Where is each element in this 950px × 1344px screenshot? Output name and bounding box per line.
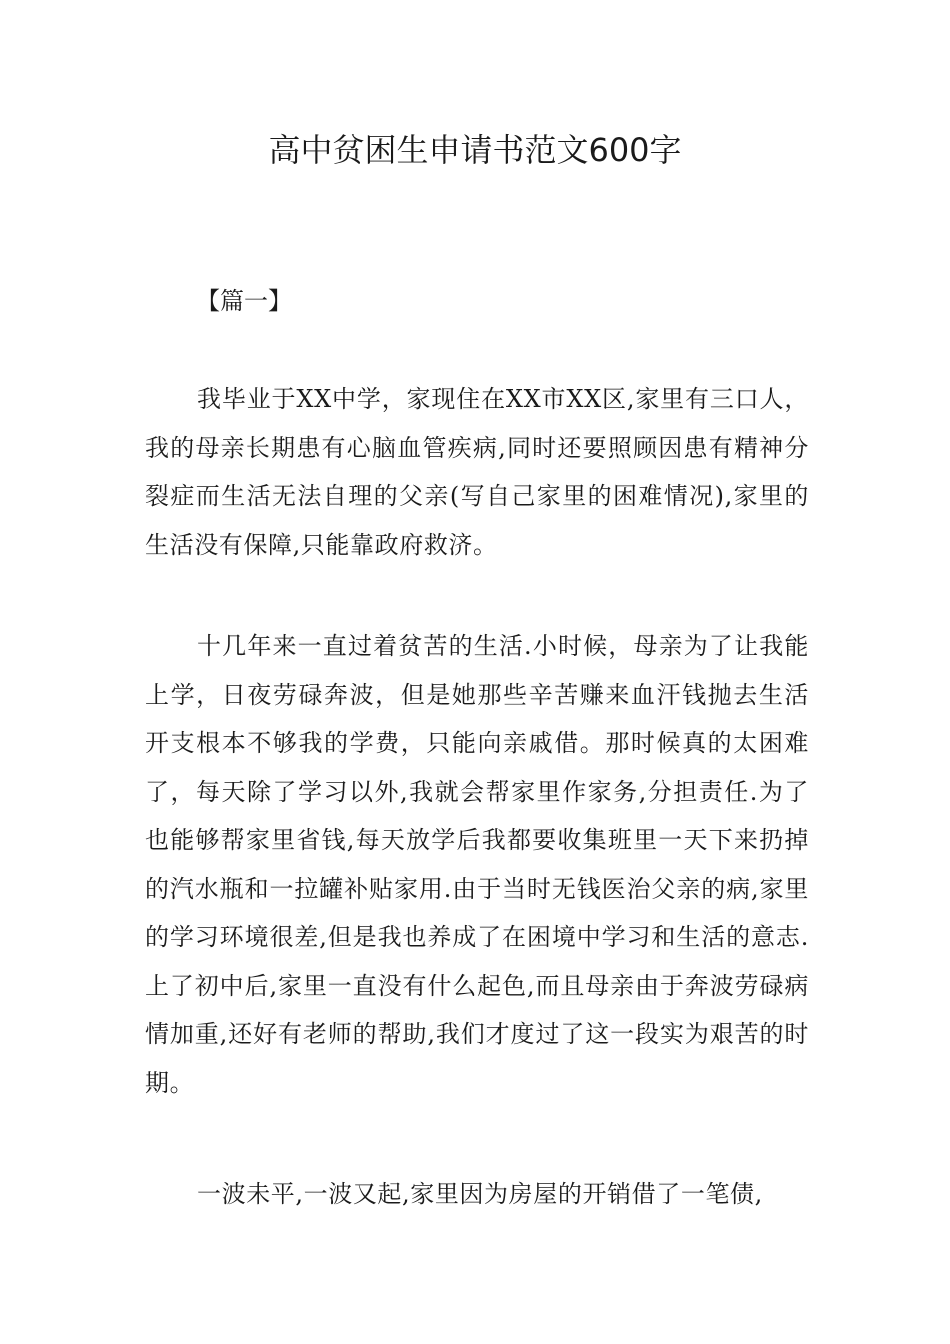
paragraph-3: 一波未平,一波又起,家里因为房屋的开销借了一笔债, bbox=[197, 1180, 763, 1208]
paragraph-2: 十几年来一直过着贫苦的生活.小时候，母亲为了让我能上学，日夜劳碌奔波，但是她那些辛苦赚来血汗钱抛去生活开支根本不够我的学费，只能向亲戚借。那时候真的太困难了，每天除了学习以外,我就会帮家里作家务,分担责任.为了也能够帮家里省钱,每天放学后我都要收集班里一天下来扔掉的汽水瓶和一拉罐补贴家用.由于当时无钱医治父亲的病,家里的学习环境很差,但是我也养成了在困境中学习和生活的意志.上了初中后,家里一直没有什么起色,而且母亲由于奔波劳碌病情加重,还好有老师的帮助,我们才度过了这一段实为艰苦的时期。 bbox=[145, 632, 809, 1097]
document-title: 高中贫困生申请书范文600字 bbox=[268, 131, 682, 169]
paragraph-1: 我毕业于XX中学，家现住在XX市XX区,家里有三口人，我的母亲长期患有心脑血管疾病,同时还要照顾因患有精神分裂症而生活无法自理的父亲(写自己家里的困难情况),家里的生活没有保障,只能靠政府救济。 bbox=[145, 385, 809, 559]
section-label: 【篇一】 bbox=[196, 287, 292, 315]
